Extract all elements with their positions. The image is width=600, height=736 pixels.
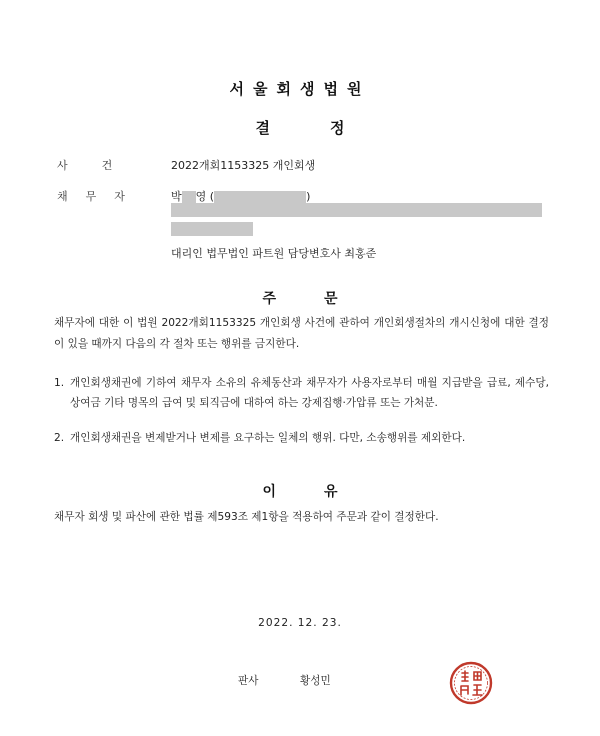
reason-text: 채무자 회생 및 파산에 관한 법률 제593조 제1항을 적용하여 주문과 같이 결정한다. bbox=[54, 511, 439, 523]
debtor-label: 채무자 bbox=[57, 190, 143, 203]
order-item-number: 1. bbox=[54, 377, 65, 389]
order-heading: 주문 bbox=[262, 291, 386, 307]
redaction-block bbox=[182, 191, 196, 203]
case-number: 2022개회1153325 개인회생 bbox=[171, 159, 316, 172]
order-item-number: 2. bbox=[54, 432, 65, 444]
document-type-title: 결정 bbox=[255, 119, 405, 137]
order-item bbox=[54, 373, 549, 413]
debtor-name-suffix: 영 ( bbox=[195, 190, 215, 203]
order-intro: 채무자에 대한 이 법원 2022개회1153325 개인회생 사건에 관하여 개인회생절차의 개시신청에 대한 결정이 있을 때까지 다음의 각 절차 또는 행위를 금지한다. bbox=[54, 317, 549, 350]
representative: 대리인 법무법인 파트원 담당변호사 최홍준 bbox=[171, 247, 377, 260]
order-item-text: 개인회생채권을 변제받거나 변제를 요구하는 일체의 행위. 다만, 소송행위를 제외한다. bbox=[70, 432, 466, 444]
order-item-text: 개인회생채권에 기하여 채무자 소유의 유체동산과 채무자가 사용자로부터 매월 지급받을 급료, 제수당, 상여금 기타 명목의 급여 및 퇴직금에 대하여 하는 강제집행·가압류 또는 가처분. bbox=[70, 377, 549, 409]
decision-date: 2022. 12. 23. bbox=[258, 617, 342, 629]
order-item bbox=[54, 428, 549, 448]
debtor-name bbox=[171, 188, 310, 204]
debtor-name-prefix: 박 bbox=[171, 190, 182, 203]
redaction-block bbox=[214, 191, 306, 203]
redacted-address-line bbox=[171, 222, 253, 236]
judge-seal-stamp bbox=[448, 660, 494, 706]
judge-title: 판사 bbox=[238, 675, 259, 687]
reason-heading: 이유 bbox=[262, 484, 386, 500]
judge-name: 황성민 bbox=[300, 675, 331, 687]
court-name: 서울회생법원 bbox=[229, 80, 371, 98]
debtor-name-close: ) bbox=[306, 190, 311, 203]
case-label: 사건 bbox=[57, 159, 147, 172]
redacted-address-line bbox=[171, 203, 542, 217]
